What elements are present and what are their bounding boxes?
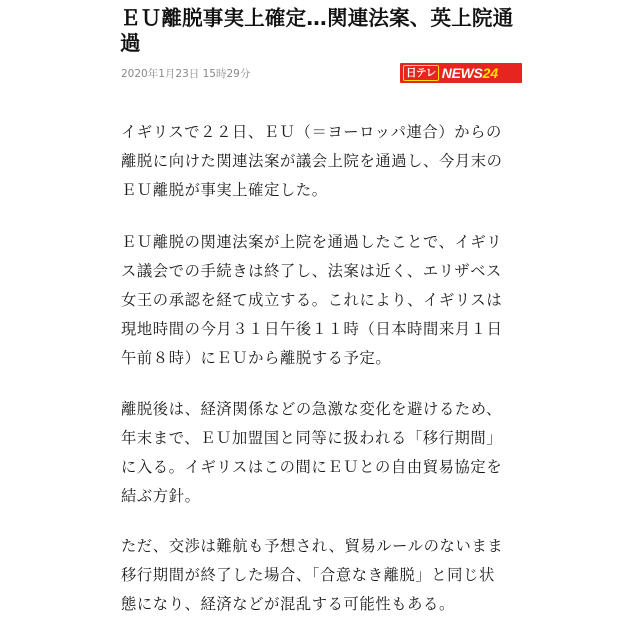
logo-mark: 日テレ xyxy=(403,65,439,81)
article-title: ＥＵ離脱事実上確定…関連法案、英上院通過 xyxy=(120,6,514,55)
article-dateline: 2020年1月23日 15時29分 xyxy=(121,68,251,80)
article-paragraph: ＥＵ離脱の関連法案が上院を通過したことで、イギリ ス議会での手続きは終了し、法案は近く、エリザベス 女王の承認を経て成立する。これにより、イギリスは 現地時間の今月３１日午後１１時（日本時間来月１日 午前８時）にＥＵから離脱する予定。 xyxy=(121,233,503,367)
news-source-logo xyxy=(400,63,522,83)
logo-number: 24 xyxy=(482,65,499,81)
logo-word: NEWS xyxy=(441,65,483,81)
article-paragraph: 離脱後は、経済関係などの急激な変化を避けるため、 年末まで、ＥＵ加盟国と同等に扱われる「移行期間」 に入る。イギリスはこの間にＥＵとの自由貿易協定を 結ぶ方針。 xyxy=(121,400,503,505)
article-body xyxy=(121,118,523,640)
article-paragraph: イギリスで２２日、ＥＵ（＝ヨーロッパ連合）からの 離脱に向けた関連法案が議会上院を通過し、今月末の ＥＵ離脱が事実上確定した。 xyxy=(121,123,503,199)
article-paragraph: ただ、交渉は難航も予想され、貿易ルールのないまま 移行期間が終了した場合、「合意なき離脱」と同じ状 態になり、経済などが混乱する可能性もある。 xyxy=(121,537,504,613)
